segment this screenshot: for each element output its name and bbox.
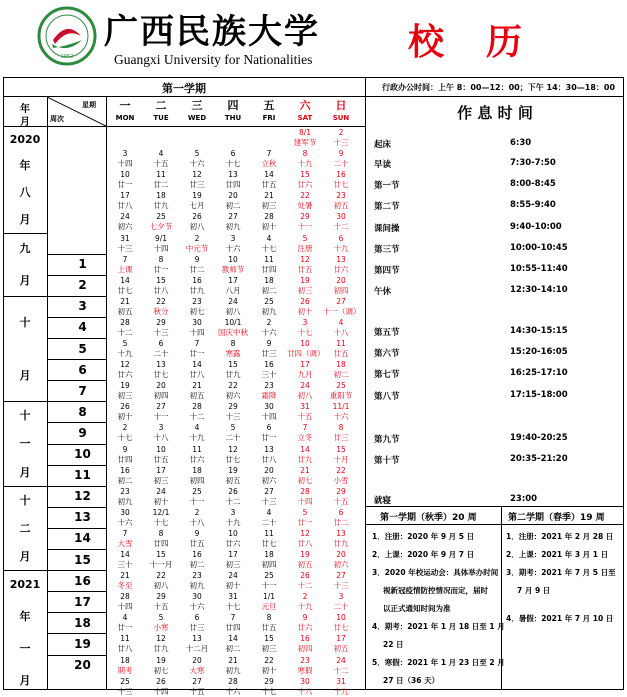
weekday-tue: 二 TUE xyxy=(153,99,169,122)
week-number: 3 xyxy=(78,299,87,314)
month-label: 2021 年 一 月 xyxy=(9,578,41,688)
calendar-day: 19 初三 xyxy=(297,275,313,295)
calendar-day: 2 十九 xyxy=(297,592,313,612)
calendar-day: 2 十八 xyxy=(189,507,205,527)
schedule-time: 17:15-18:00 xyxy=(510,390,568,400)
calendar-day: 21 初九 xyxy=(225,655,241,675)
weekday-sat: 六 SAT xyxy=(297,99,313,122)
calendar-day: 12 廿九 xyxy=(153,634,169,654)
calendar-day: 20 初四 xyxy=(333,275,349,295)
calendar-day: 27 初九 xyxy=(225,212,241,232)
calendar-day: 2 中元节 xyxy=(185,233,209,253)
calendar-day: 28 十二 xyxy=(189,402,205,422)
calendar-day: 8 廿三 xyxy=(333,423,349,443)
calendar-day: 4 十九 xyxy=(189,423,205,443)
calendar-day: 13 廿九 xyxy=(333,528,349,548)
schedule-label: 第六节 xyxy=(374,349,400,359)
calendar-day: 16 初四 xyxy=(297,634,313,654)
university-name-en: Guangxi University for Nationalities xyxy=(114,52,313,67)
calendar-day: 30 十六 xyxy=(189,592,205,612)
calendar-day: 13 廿八 xyxy=(261,444,277,464)
calendar-day: 3 十八 xyxy=(153,423,169,443)
calendar-day: 28 十二 xyxy=(117,317,133,337)
calendar-day: 29 十五 xyxy=(333,486,349,506)
schedule-time: 10:00-10:45 xyxy=(510,243,568,253)
calendar-day: 30 十四 xyxy=(189,317,205,337)
university-name-cn: 广西民族大学 xyxy=(104,12,320,52)
calendar-day: 28 初十 xyxy=(261,212,277,232)
schedule-label: 第二节 xyxy=(374,202,400,212)
month-label: 十 月 xyxy=(19,316,31,382)
calendar-day: 6 廿一 xyxy=(261,423,277,443)
calendar-day: 2 十三 xyxy=(333,128,349,147)
calendar-day: 15 十月 xyxy=(333,444,349,464)
calendar-day: 19 初五 xyxy=(225,465,241,485)
calendar-day: 10 廿六 xyxy=(225,528,241,548)
calendar-day: 11 廿二 xyxy=(153,170,169,190)
calendar-day: 22 初六 xyxy=(225,381,241,401)
calendar-day: 27 十五 xyxy=(189,676,205,696)
term1-note: 22 日 xyxy=(383,640,404,649)
week-number: 1 xyxy=(78,257,87,272)
schedule-time: 23:00 xyxy=(510,494,538,504)
schedule-label: 第九节 xyxy=(374,435,400,445)
calendar-day: 10/1 国庆中秋 xyxy=(218,317,248,337)
term2-note: 7 月 9 日 xyxy=(517,586,551,595)
calendar-day: 18 廿九 xyxy=(153,191,169,211)
calendar-day: 12 廿三 xyxy=(189,170,205,190)
schedule-label: 第十节 xyxy=(374,456,400,466)
corner-week: 周次 xyxy=(50,115,64,123)
calendar-day: 18 初四 xyxy=(189,465,205,485)
calendar-day: 6 十七 xyxy=(225,149,241,169)
calendar-day: 6 十九 xyxy=(333,233,349,253)
term1-note: 27 日（36 天） xyxy=(383,676,440,685)
term1-note: 以正式通知时间为准 xyxy=(383,604,451,613)
term2-title: 第二学期（春季）19 周 xyxy=(508,513,605,523)
calendar-day: 20 初六 xyxy=(261,465,277,485)
calendar-day: 18 初四 xyxy=(261,550,277,569)
schedule-time: 6:30 xyxy=(510,138,532,148)
calendar-day: 9 廿二 xyxy=(189,254,205,274)
calendar-day: 25 十一 xyxy=(261,571,277,591)
week-number: 11 xyxy=(74,468,91,483)
calendar-day: 18 初二 xyxy=(333,360,349,380)
calendar-day: 26 初十 xyxy=(297,296,313,316)
calendar-day: 25 重阳节 xyxy=(329,381,353,401)
svg-text:1952: 1952 xyxy=(60,54,74,60)
term1-note: 视新冠疫情防控情况而定，届时 xyxy=(383,586,488,595)
week-number: 4 xyxy=(78,320,87,335)
calendar-day: 19 七月 xyxy=(189,191,205,211)
week-number: 9 xyxy=(78,425,87,440)
page-title: 校历 xyxy=(408,21,565,63)
corner-weekday: 星期 xyxy=(82,101,96,109)
calendar-day: 1/1 元旦 xyxy=(261,592,277,612)
term1-title: 第一学期（秋季）20 周 xyxy=(380,513,477,523)
calendar-day: 10 廿一 xyxy=(117,170,133,190)
calendar-day: 3 十九 xyxy=(225,507,241,527)
calendar-day: 17 廿八 xyxy=(117,191,133,211)
calendar-day: 19 初三 xyxy=(117,381,133,401)
calendar-day: 14 廿七 xyxy=(117,275,133,295)
schedule-label: 课间操 xyxy=(374,224,400,234)
corner-month: 月 xyxy=(20,117,30,128)
calendar-day: 14 廿八 xyxy=(189,360,205,380)
week-number: 12 xyxy=(74,489,91,504)
calendar-day: 4 十七 xyxy=(261,233,277,253)
calendar-day: 29 十一 xyxy=(297,212,313,232)
term2-note: 3．期考：2021 年 7 月 5 日至 xyxy=(506,568,616,577)
calendar-day: 7 上课 xyxy=(117,254,133,274)
week-number: 15 xyxy=(74,552,91,567)
calendar-day: 26 十二 xyxy=(297,571,313,591)
calendar-day: 31 十三 xyxy=(117,233,133,253)
calendar-day: 10 廿七 xyxy=(333,613,349,633)
calendar-day: 30 十二 xyxy=(333,212,349,232)
term2-note: 4．暑假：2021 年 7 月 10 日 xyxy=(506,614,614,623)
calendar-day: 23 初五 xyxy=(333,191,349,211)
schedule-title: 作 息 时 间 xyxy=(457,104,533,122)
week-number: 16 xyxy=(74,573,91,588)
calendar-day: 24 初六 xyxy=(117,212,133,232)
calendar-day: 7 廿四 xyxy=(225,613,241,633)
weekday-mon: 一 MON xyxy=(115,99,135,122)
calendar-day: 7 廿一 xyxy=(189,339,205,358)
calendar-day: 8/1 建军节 xyxy=(293,128,317,147)
weekday-fri: 五 FRI xyxy=(262,99,276,122)
term1-note: 2．上课：2020 年 9 月 7 日 xyxy=(372,550,475,559)
calendar-day: 31 十九 xyxy=(333,676,349,696)
month-label: 十 一 月 xyxy=(19,409,31,479)
week-number: 2 xyxy=(78,278,87,293)
calendar-day: 14 三十 xyxy=(117,550,133,569)
month-label: 十 二 月 xyxy=(19,493,31,563)
week-number: 10 xyxy=(74,447,91,461)
calendar-day: 15 廿六 xyxy=(297,170,313,190)
calendar-day: 9 廿五 xyxy=(189,528,205,548)
calendar-day: 27 十一 xyxy=(153,402,169,422)
calendar-day: 24 初八 xyxy=(297,381,313,401)
calendar-day: 9 廿三 xyxy=(261,339,277,358)
calendar-day: 18 初二 xyxy=(261,275,277,295)
calendar-day: 25 十一 xyxy=(189,486,205,506)
calendar-day: 24 初十 xyxy=(225,571,241,591)
calendar-day: 17 八月 xyxy=(225,275,241,295)
schedule-label: 第五节 xyxy=(374,328,400,338)
calendar-day: 27 十一（调） xyxy=(323,296,361,316)
calendar-day: 30 十四 xyxy=(261,402,277,422)
calendar-day: 8 廿五 xyxy=(261,613,277,633)
week-number: 8 xyxy=(78,404,87,419)
week-number: 18 xyxy=(74,615,91,630)
schedule-time: 8:00-8:45 xyxy=(510,179,556,189)
calendar-day: 22 秋分 xyxy=(153,296,169,316)
calendar-day: 21 冬至 xyxy=(117,571,133,591)
schedule-label: 起床 xyxy=(374,140,392,150)
calendar-day: 20 初二 xyxy=(225,191,241,211)
calendar-day: 14 廿五 xyxy=(261,170,277,190)
calendar-day: 7 立冬 xyxy=(297,423,313,443)
calendar-day: 2 十六 xyxy=(261,317,277,337)
corner-year: 年 xyxy=(20,104,30,115)
week-number: 6 xyxy=(78,362,87,377)
calendar-day: 9/1 十四 xyxy=(153,233,169,253)
calendar-day: 4 二十 xyxy=(261,507,277,527)
calendar-day: 8 廿一 xyxy=(153,254,169,274)
schedule-label: 就寝 xyxy=(374,496,392,506)
page-header xyxy=(0,0,627,78)
calendar-day: 28 十六 xyxy=(225,676,241,696)
schedule-time: 20:35-21:20 xyxy=(510,454,568,464)
calendar-day: 5 二十 xyxy=(225,423,241,443)
calendar-day: 6 二十 xyxy=(153,339,169,358)
calendar-day: 3 十四 xyxy=(117,149,133,169)
calendar-day: 29 十五 xyxy=(153,592,169,612)
calendar-day: 12/1 十七 xyxy=(152,507,170,527)
calendar-day: 23 初七 xyxy=(189,296,205,316)
calendar-day: 6 廿三 xyxy=(189,613,205,633)
calendar-day: 21 初七 xyxy=(297,465,313,485)
semester-title: 第一学期 xyxy=(162,82,206,95)
calendar-day: 7 大雪 xyxy=(117,528,133,548)
calendar-day: 24 初十 xyxy=(153,486,169,506)
weekday-thu: 四 THU xyxy=(224,99,242,122)
calendar-day: 11 廿四 xyxy=(261,254,277,274)
calendar-day: 13 十二月 xyxy=(185,634,209,654)
calendar-day: 25 七夕节 xyxy=(149,212,173,232)
calendar-day: 31 十七 xyxy=(225,592,241,612)
calendar-day: 29 十七 xyxy=(261,676,277,696)
schedule-label: 第七节 xyxy=(374,370,400,380)
calendar-day: 22 初十 xyxy=(261,655,277,675)
calendar-day: 3 十六 xyxy=(225,233,241,253)
schedule-label: 第四节 xyxy=(374,266,400,276)
calendar-day: 30 十八 xyxy=(297,676,313,696)
calendar-day: 15 廿八 xyxy=(153,275,169,295)
calendar-day: 26 初八 xyxy=(189,212,205,232)
schedule-time: 10:55-11:40 xyxy=(510,264,568,274)
calendar-day: 20 初六 xyxy=(333,550,349,569)
calendar-day: 22 初八 xyxy=(153,571,169,591)
weekday-sun: 日 SUN xyxy=(332,99,350,122)
calendar-day: 6 廿二 xyxy=(333,507,349,527)
calendar-day: 25 初九 xyxy=(261,296,277,316)
schedule-time: 19:40-20:25 xyxy=(510,433,568,443)
calendar-day: 21 初三 xyxy=(261,191,277,211)
schedule-time: 12:30-14:10 xyxy=(510,285,568,295)
calendar-day: 20 初四 xyxy=(153,381,169,401)
calendar-day: 10 廿四（调） xyxy=(287,339,325,358)
calendar-day: 8 廿四 xyxy=(153,528,169,548)
schedule-label: 午休 xyxy=(374,287,392,297)
calendar-day: 15 十一月 xyxy=(149,550,173,569)
calendar-day: 4 十八 xyxy=(333,317,349,337)
university-logo xyxy=(37,6,97,66)
schedule-time: 9:40-10:00 xyxy=(510,222,562,232)
calendar-day: 14 廿九 xyxy=(297,444,313,464)
calendar-day: 4 廿一 xyxy=(117,613,133,633)
calendar-day: 10 教师节 xyxy=(221,254,245,274)
schedule-label: 早读 xyxy=(374,160,392,170)
calendar-day: 16 初二 xyxy=(117,465,133,485)
calendar-day: 27 十三 xyxy=(333,571,349,591)
week-number: 14 xyxy=(74,531,91,546)
calendar-day: 16 三十 xyxy=(261,360,277,380)
calendar-day: 30 十六 xyxy=(117,507,133,527)
weekday-wed: 三 WED xyxy=(187,99,207,122)
calendar-day: 7 立秋 xyxy=(261,149,277,169)
schedule-time: 8:55-9:40 xyxy=(510,200,556,210)
calendar-day: 20 大寒 xyxy=(189,655,205,675)
calendar-day: 13 廿六 xyxy=(333,254,349,274)
calendar-day: 12 廿六 xyxy=(117,360,133,380)
calendar-day: 26 初十 xyxy=(117,402,133,422)
calendar-day: 13 廿七 xyxy=(153,360,169,380)
calendar-day: 9 廿六 xyxy=(297,613,313,633)
schedule-time: 14:30-15:15 xyxy=(510,326,568,336)
calendar-day: 5 廿一 xyxy=(297,507,313,527)
calendar-day: 11/1 十六 xyxy=(332,402,350,422)
schedule-label: 第八节 xyxy=(374,392,400,402)
calendar-day: 17 初五 xyxy=(333,634,349,654)
week-number: 20 xyxy=(74,658,91,672)
calendar-day: 3 二十 xyxy=(333,592,349,612)
calendar-day: 15 廿九 xyxy=(225,360,241,380)
calendar-day: 17 九月 xyxy=(297,360,313,380)
calendar-day: 16 廿九 xyxy=(189,275,205,295)
week-number: 5 xyxy=(78,341,87,356)
calendar-day: 23 霜降 xyxy=(261,381,277,401)
calendar-day: 5 十六 xyxy=(189,149,205,169)
office-hours: 行政办公时间：上午 8：00—12：00；下午 14：30—18：00 xyxy=(382,83,616,92)
calendar-day: 12 廿八 xyxy=(297,528,313,548)
calendar-day: 3 十七 xyxy=(297,317,313,337)
calendar-day: 10 廿五 xyxy=(153,444,169,464)
calendar-day: 31 十五 xyxy=(297,402,313,422)
calendar-day: 19 初五 xyxy=(297,550,313,569)
schedule-time: 15:20-16:05 xyxy=(510,347,568,357)
week-number: 7 xyxy=(78,383,87,398)
week-number: 17 xyxy=(74,594,91,609)
calendar-day: 9 二十 xyxy=(333,149,349,169)
calendar-day: 4 十五 xyxy=(153,149,169,169)
calendar-day: 28 十四 xyxy=(117,592,133,612)
calendar-day: 28 十四 xyxy=(297,486,313,506)
calendar-day: 21 初五 xyxy=(189,381,205,401)
schedule-time: 7:30-7:50 xyxy=(510,158,556,168)
week-number: 19 xyxy=(74,636,91,651)
calendar-day: 5 注册 xyxy=(297,233,313,253)
calendar-day: 21 初五 xyxy=(117,296,133,316)
calendar-day: 29 十三 xyxy=(225,402,241,422)
calendar-day: 12 廿七 xyxy=(225,444,241,464)
calendar-day: 23 初九 xyxy=(189,571,205,591)
term1-note: 4．期考：2021 年 1 月 18 日至 1 月 xyxy=(372,622,505,631)
calendar-day: 23 寒假 xyxy=(297,655,313,675)
calendar-day: 26 十二 xyxy=(225,486,241,506)
calendar-day: 8 十九 xyxy=(297,149,313,169)
calendar-day: 2 十七 xyxy=(117,423,133,443)
calendar-day: 14 初二 xyxy=(225,634,241,654)
calendar-day: 16 初二 xyxy=(189,550,205,569)
calendar-day: 5 十九 xyxy=(117,339,133,358)
calendar-day: 22 处暑 xyxy=(297,191,313,211)
calendar-day: 29 十三 xyxy=(153,317,169,337)
schedule-label: 第三节 xyxy=(374,245,400,255)
calendar-day: 19 初七 xyxy=(153,655,169,675)
term2-note: 1．注册：2021 年 2 月 28 日 xyxy=(506,532,614,541)
calendar-day: 12 廿五 xyxy=(297,254,313,274)
calendar-day: 18 期考 xyxy=(117,655,133,675)
calendar-day: 15 初三 xyxy=(261,634,277,654)
calendar-day: 11 廿七 xyxy=(261,528,277,548)
calendar-day: 22 小雪 xyxy=(333,465,349,485)
calendar-day: 13 廿四 xyxy=(225,170,241,190)
week-number: 13 xyxy=(74,510,91,525)
calendar-day: 24 十二 xyxy=(333,655,349,675)
calendar-day: 26 十四 xyxy=(153,676,169,696)
calendar-day: 17 初三 xyxy=(225,550,241,569)
term1-note: 1．注册：2020 年 9 月 5 日 xyxy=(372,532,475,541)
calendar-day: 9 廿四 xyxy=(117,444,133,464)
calendar-day: 27 十三 xyxy=(261,486,277,506)
term2-note: 2．上课：2021 年 3 月 1 日 xyxy=(506,550,609,559)
term1-note: 5．寒假：2021 年 1 月 23 日至 2 月 xyxy=(372,658,505,667)
schedule-time: 16:25-17:10 xyxy=(510,368,568,378)
calendar-day: 17 初三 xyxy=(153,465,169,485)
calendar-day: 5 小寒 xyxy=(153,613,169,633)
calendar-day: 23 初九 xyxy=(117,486,133,506)
calendar-day: 24 初八 xyxy=(225,296,241,316)
term1-note: 3．2020 年校运动会：具体举办时间 xyxy=(372,568,499,577)
calendar-day: 11 廿六 xyxy=(189,444,205,464)
month-label: 九 月 xyxy=(19,242,31,287)
calendar-day: 11 廿八 xyxy=(117,634,133,654)
calendar-day: 11 廿五 xyxy=(333,339,349,358)
calendar-day: 16 廿七 xyxy=(333,170,349,190)
calendar-day: 25 十三 xyxy=(117,676,133,696)
calendar-day: 8 寒露 xyxy=(225,339,241,358)
month-label: 2020 年 八 月 xyxy=(9,132,41,226)
schedule-label: 第一节 xyxy=(374,181,400,191)
